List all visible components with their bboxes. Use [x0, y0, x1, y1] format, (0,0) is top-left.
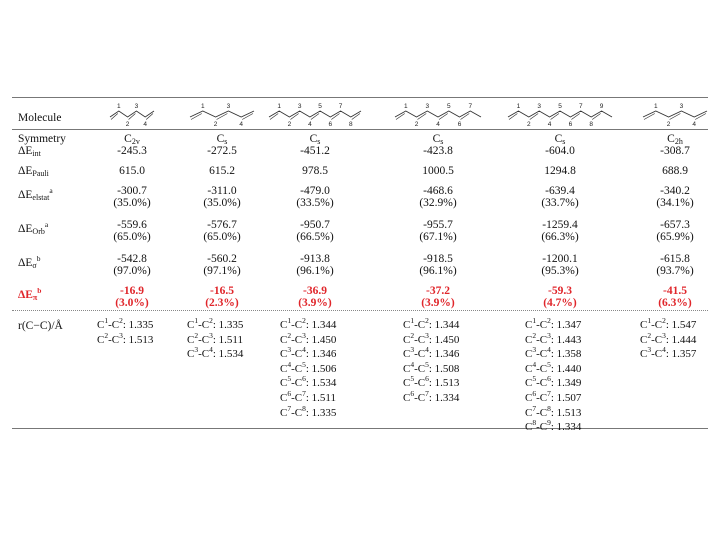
epi-value [97, 285, 167, 309]
epauli-value: 1294.8 [544, 165, 576, 177]
eint-value: -272.5 [207, 145, 237, 157]
bond-length-entry: $C^1-C^2$: 1.347 [525, 316, 582, 331]
bond-atom-a: 3 [410, 345, 415, 355]
bond-atom-a: 4 [532, 359, 537, 369]
epi-value [187, 285, 257, 309]
row-label-sup: b [36, 254, 41, 263]
bond-atom-b: 3 [119, 330, 123, 340]
molecule-structure-3 [266, 100, 364, 133]
bond-atom-b: 4 [425, 345, 429, 355]
bond-atom-a: 3 [647, 345, 652, 355]
bond-atom-b: 6 [547, 374, 551, 384]
bond-length-value: 1.443 [556, 333, 582, 346]
symmetry-base: C [124, 133, 132, 145]
symmetry-sub: 2h [674, 137, 683, 146]
atom-number: 5 [446, 103, 451, 110]
esigma-number: -913.8 [300, 253, 330, 265]
bond-length-value: 1.334 [556, 421, 582, 434]
bond-atom-a: 1 [410, 316, 415, 325]
bond-length-list [525, 316, 603, 433]
epi-value [280, 285, 350, 309]
eorb-number: -950.7 [300, 219, 330, 231]
row-label-sup: b [37, 286, 42, 295]
atom-number: 1 [654, 103, 658, 110]
epi-percent: (2.3%) [205, 297, 239, 309]
bond-length-entry: $C^5-C^6$: 1.513 [403, 374, 460, 390]
bond-length-value: 1.511 [311, 391, 336, 404]
esigma-percent: (96.1%) [419, 265, 457, 277]
bond-atom-b: 7 [425, 388, 429, 398]
atom-number: 5 [558, 103, 562, 110]
row-label-epi [18, 285, 41, 304]
eint-value: -423.8 [423, 145, 453, 157]
bond-length-entry: $C^8-C^9$: 1.334 [525, 418, 582, 434]
bond-length-entry: $C^2-C^3$: 1.513 [97, 330, 154, 346]
row-label-sub: σ [32, 261, 37, 270]
eint-value: -308.7 [660, 145, 690, 157]
atom-number: 1 [403, 103, 408, 110]
bond-length-entry: $C^1-C^2$: 1.335 [97, 316, 154, 331]
bond-atom-b: 3 [547, 330, 551, 340]
bond-atom-b: 4 [209, 345, 213, 355]
bond-atom-b: 3 [209, 330, 213, 340]
eorb-value [280, 219, 350, 243]
eorb-percent: (67.1%) [419, 231, 457, 243]
esigma-value [525, 253, 595, 277]
atom-number: 9 [599, 103, 604, 110]
bond-length-entry: $C^2-C^3$: 1.511 [187, 330, 243, 346]
epi-number: -16.9 [120, 285, 144, 297]
esigma-percent: (93.7%) [656, 265, 694, 277]
bond-atom-b: 3 [425, 330, 429, 340]
bond-atom-a: 2 [194, 330, 199, 340]
bond-length-value: 1.444 [671, 333, 697, 346]
bond-length-value: 1.450 [434, 333, 460, 346]
bond-length-list [640, 316, 718, 360]
row-label-bond: r(C−C)/Å [18, 320, 63, 332]
bond-length-list [280, 316, 358, 418]
row-label-prefix: ΔE [18, 257, 33, 269]
atom-number: 4 [436, 121, 440, 128]
bond-atom-a: 1 [104, 316, 109, 325]
atom-number: 2 [125, 121, 130, 128]
bond-length-entry: $C^1-C^2$: 1.344 [403, 316, 460, 331]
bond-length-entry: $C^5-C^6$: 1.349 [525, 374, 582, 390]
esigma-value [403, 253, 473, 277]
bond-length-value: 1.440 [556, 362, 582, 375]
epi-number: -59.3 [548, 285, 572, 297]
eelstat-value [97, 185, 167, 209]
eorb-value [525, 219, 595, 243]
eint-value: -245.3 [117, 145, 147, 157]
bond-length-list [403, 316, 481, 404]
bond-length-value: 1.511 [218, 333, 243, 346]
bond-length-entry: $C^2-C^3$: 1.444 [640, 330, 697, 346]
molecule-skeleton-2 [187, 100, 257, 128]
epauli-value: 978.5 [302, 165, 328, 177]
esigma-value [97, 253, 167, 277]
bond-atom-a: 7 [287, 403, 292, 413]
esigma-value [280, 253, 350, 277]
atom-number: 1 [516, 103, 521, 110]
atom-number: 1 [117, 103, 121, 110]
epauli-value: 1000.5 [422, 165, 454, 177]
bond-length-value: 1.335 [128, 319, 154, 331]
bond-length-entry: $C^5-C^6$: 1.534 [280, 374, 337, 390]
bond-length-value: 1.344 [434, 319, 460, 331]
bond-section-rule [12, 310, 708, 311]
atom-number: 3 [297, 103, 302, 110]
atom-number: 8 [348, 121, 353, 128]
symmetry-sub: s [440, 137, 444, 146]
bond-length-value: 1.506 [311, 362, 337, 375]
atom-number: 5 [318, 103, 322, 110]
bond-length-value: 1.513 [556, 406, 582, 419]
molecule-structure-5 [505, 100, 615, 133]
table-bottom-rule [12, 428, 708, 429]
epi-percent: (3.9%) [421, 297, 455, 309]
bond-length-value: 1.534 [311, 377, 337, 390]
eorb-value [97, 219, 167, 243]
eelstat-percent: (33.5%) [296, 197, 334, 209]
eelstat-number: -300.7 [117, 185, 147, 197]
table-top-rule [12, 97, 708, 98]
atom-number: 4 [308, 121, 312, 128]
row-label-symmetry: Symmetry [18, 133, 66, 145]
eelstat-number: -479.0 [300, 185, 330, 197]
bond-length-entry: $C^3-C^4$: 1.358 [525, 345, 582, 361]
bond-atom-b: 2 [209, 316, 213, 325]
bond-atom-a: 6 [532, 388, 537, 398]
atom-number: 3 [679, 103, 684, 110]
bond-atom-b: 8 [302, 403, 306, 413]
symmetry-base: C [216, 133, 225, 145]
atom-number: 4 [692, 121, 697, 128]
epi-percent: (3.9%) [298, 297, 332, 309]
row-label-sub: Orb [32, 227, 45, 236]
bond-atom-b: 5 [302, 359, 306, 369]
row-label-epauli [18, 165, 49, 180]
row-label-prefix: ΔE [18, 289, 33, 301]
molecule-structure-1 [107, 100, 157, 133]
bond-length-entry: $C^3-C^4$: 1.357 [640, 345, 697, 361]
row-label-eelstat [18, 185, 53, 204]
esigma-number: -615.8 [660, 253, 690, 265]
molecule-skeleton-3 [266, 100, 364, 128]
esigma-number: -560.2 [207, 253, 237, 265]
eelstat-percent: (33.7%) [541, 197, 579, 209]
bond-length-value: 1.508 [434, 362, 460, 375]
bond-atom-b: 6 [425, 374, 429, 384]
bond-atom-a: 6 [287, 388, 292, 398]
symmetry-sub: s [317, 137, 321, 146]
eint-value: -451.2 [300, 145, 330, 157]
row-label-prefix: ΔE [18, 165, 33, 177]
symmetry-base: C [554, 133, 563, 145]
eorb-number: -559.6 [117, 219, 147, 231]
bond-atom-a: 3 [194, 345, 199, 355]
eorb-value [640, 219, 710, 243]
bond-length-value: 1.358 [556, 348, 582, 361]
epi-number: -16.5 [210, 285, 234, 297]
bond-length-value: 1.349 [556, 377, 582, 390]
eorb-percent: (66.5%) [296, 231, 334, 243]
atom-number: 7 [338, 103, 343, 110]
bond-length-value: 1.507 [556, 391, 582, 404]
epi-percent: (4.7%) [543, 297, 577, 309]
bond-atom-b: 2 [119, 316, 123, 325]
esigma-percent: (96.1%) [296, 265, 334, 277]
eorb-value [403, 219, 473, 243]
bond-length-value: 1.513 [128, 333, 154, 346]
esigma-value [187, 253, 257, 277]
molecule-skeleton-5 [505, 100, 615, 128]
bond-atom-a: 1 [194, 316, 199, 325]
bond-length-entry: $C^3-C^4$: 1.346 [403, 345, 460, 361]
symmetry-sub: s [562, 137, 566, 146]
eelstat-percent: (35.0%) [113, 197, 151, 209]
bond-length-value: 1.334 [434, 391, 460, 404]
epauli-value: 615.0 [119, 165, 145, 177]
bond-length-entry: $C^7-C^8$: 1.513 [525, 403, 582, 419]
eorb-percent: (66.3%) [541, 231, 579, 243]
row-label-sub: π [32, 293, 38, 302]
bond-length-value: 1.450 [311, 333, 337, 346]
symmetry-base: C [667, 133, 675, 145]
eelstat-percent: (35.0%) [203, 197, 241, 209]
atom-number: 6 [568, 121, 573, 128]
esigma-number: -918.5 [423, 253, 453, 265]
atom-number: 8 [589, 121, 594, 128]
bond-length-entry: $C^6-C^7$: 1.511 [280, 388, 336, 404]
bond-atom-a: 4 [410, 359, 415, 369]
atom-number: 4 [547, 121, 552, 128]
eorb-percent: (65.9%) [656, 231, 694, 243]
row-label-sub: elstat [32, 193, 50, 202]
bond-atom-b: 6 [302, 374, 306, 384]
bond-length-value: 1.513 [434, 377, 460, 390]
bond-atom-a: 5 [410, 374, 415, 384]
atom-number: 7 [468, 103, 473, 110]
epi-number: -37.2 [426, 285, 450, 297]
molecule-structure-4 [392, 100, 484, 133]
bond-atom-a: 2 [532, 330, 537, 340]
row-label-eint [18, 145, 41, 160]
bond-length-value: 1.335 [311, 406, 337, 419]
eorb-number: -955.7 [423, 219, 453, 231]
eelstat-value [187, 185, 257, 209]
symmetry-base: C [432, 133, 441, 145]
eorb-number: -657.3 [660, 219, 690, 231]
bond-atom-a: 3 [532, 345, 537, 355]
bond-atom-a: 7 [532, 403, 537, 413]
row-label-sub: int [32, 149, 41, 158]
bond-atom-b: 3 [302, 330, 306, 340]
bond-atom-a: 5 [532, 374, 537, 384]
eorb-percent: (65.0%) [203, 231, 241, 243]
atom-number: 2 [527, 121, 531, 128]
symmetry-base: C [309, 133, 318, 145]
bond-length-entry: $C^4-C^5$: 1.508 [403, 359, 460, 375]
symmetry-sub: 2v [131, 137, 140, 146]
bond-atom-b: 7 [302, 388, 306, 398]
atom-number: 1 [201, 103, 205, 110]
bond-length-entry: $C^1-C^2$: 1.344 [280, 316, 337, 331]
bond-length-list [187, 316, 265, 360]
bond-length-entry: $C^3-C^4$: 1.346 [280, 345, 337, 361]
esigma-number: -1200.1 [542, 253, 578, 265]
bond-length-value: 1.346 [434, 348, 460, 361]
atom-number: 7 [579, 103, 583, 110]
bond-length-entry: $C^7-C^8$: 1.335 [280, 403, 337, 419]
esigma-percent: (97.1%) [203, 265, 241, 277]
esigma-value [640, 253, 710, 277]
bond-atom-b: 2 [662, 316, 666, 325]
epauli-value: 615.2 [209, 165, 235, 177]
symmetry-sub: s [224, 137, 228, 146]
bond-atom-b: 2 [302, 316, 306, 325]
epi-value [640, 285, 710, 309]
esigma-percent: (97.0%) [113, 265, 151, 277]
row-label-sub: Pauli [32, 169, 49, 178]
eelstat-number: -311.0 [207, 185, 237, 197]
atom-number: 3 [537, 103, 542, 110]
row-label-prefix: ΔE [18, 189, 33, 201]
epauli-value: 688.9 [662, 165, 688, 177]
molecule-skeleton-6 [640, 100, 710, 128]
bond-length-entry: $C^2-C^3$: 1.450 [403, 330, 460, 346]
atom-number: 2 [666, 121, 671, 128]
bond-atom-b: 2 [425, 316, 429, 325]
molecule-skeleton-4 [392, 100, 484, 128]
bond-atom-b: 4 [302, 345, 306, 355]
bond-length-entry: $C^3-C^4$: 1.534 [187, 345, 244, 361]
bond-atom-b: 3 [662, 330, 666, 340]
molecule-header: Molecule [18, 112, 62, 124]
bond-atom-a: 8 [532, 418, 537, 428]
epi-value [525, 285, 595, 309]
bond-atom-a: 1 [647, 316, 652, 325]
atom-number: 6 [328, 121, 333, 128]
bond-atom-a: 1 [287, 316, 292, 325]
esigma-number: -542.8 [117, 253, 147, 265]
bond-atom-b: 2 [547, 316, 551, 325]
epi-number: -41.5 [663, 285, 687, 297]
bond-atom-a: 6 [410, 388, 415, 398]
molecule-skeleton-1 [107, 100, 157, 128]
bond-length-entry: $C^4-C^5$: 1.440 [525, 359, 582, 375]
eorb-number: -1259.4 [542, 219, 578, 231]
eelstat-value [403, 185, 473, 209]
molecule-structure-2 [187, 100, 257, 133]
eelstat-value [525, 185, 595, 209]
bond-atom-a: 2 [410, 330, 415, 340]
bond-length-value: 1.344 [311, 319, 337, 331]
bond-atom-a: 2 [104, 330, 109, 340]
row-label-prefix: ΔE [18, 223, 33, 235]
row-label-eorb [18, 219, 48, 238]
bond-atom-a: 1 [532, 316, 537, 325]
bond-length-value: 1.534 [218, 348, 244, 361]
epi-value [403, 285, 473, 309]
eorb-percent: (65.0%) [113, 231, 151, 243]
bond-length-entry: $C^6-C^7$: 1.334 [403, 388, 460, 404]
bond-atom-b: 4 [547, 345, 551, 355]
epi-percent: (6.3%) [658, 297, 692, 309]
bond-length-value: 1.346 [311, 348, 337, 361]
bond-atom-a: 5 [287, 374, 292, 384]
row-label-prefix: ΔE [18, 145, 33, 157]
atom-number: 1 [277, 103, 282, 110]
atom-number: 3 [425, 103, 430, 110]
bond-length-entry: $C^6-C^7$: 1.507 [525, 388, 582, 404]
bond-length-value: 1.347 [556, 319, 582, 331]
eelstat-number: -639.4 [545, 185, 575, 197]
bond-length-value: 1.357 [671, 348, 697, 361]
row-label-esigma [18, 253, 40, 272]
bond-atom-b: 4 [662, 345, 666, 355]
bond-length-value: 1.335 [218, 319, 244, 331]
bond-length-value: 1.547 [671, 319, 697, 331]
eorb-value [187, 219, 257, 243]
atom-number: 2 [287, 121, 292, 128]
eelstat-value [640, 185, 710, 209]
eelstat-number: -340.2 [660, 185, 690, 197]
bond-length-list [97, 316, 175, 345]
bond-length-entry: $C^1-C^2$: 1.335 [187, 316, 244, 331]
bond-atom-a: 4 [287, 359, 292, 369]
eint-value: -604.0 [545, 145, 575, 157]
eelstat-number: -468.6 [423, 185, 453, 197]
bond-atom-a: 3 [287, 345, 292, 355]
eelstat-percent: (32.9%) [419, 197, 457, 209]
atom-number: 3 [226, 103, 231, 110]
molecule-structure-6 [640, 100, 710, 133]
atom-number: 4 [143, 121, 148, 128]
bond-atom-b: 7 [547, 388, 551, 398]
bond-length-entry: $C^2-C^3$: 1.450 [280, 330, 337, 346]
eorb-number: -576.7 [207, 219, 237, 231]
row-label-sup: a [49, 186, 53, 195]
atom-number: 2 [213, 121, 218, 128]
eelstat-value [280, 185, 350, 209]
bond-atom-b: 8 [547, 403, 551, 413]
bond-atom-b: 5 [425, 359, 429, 369]
bond-atom-b: 9 [547, 418, 551, 428]
bond-length-entry: $C^4-C^5$: 1.506 [280, 359, 337, 375]
atom-number: 4 [239, 121, 244, 128]
atom-number: 3 [134, 103, 139, 110]
eelstat-percent: (34.1%) [656, 197, 694, 209]
row-label-sup: a [44, 220, 49, 229]
bond-atom-b: 5 [547, 359, 551, 369]
atom-number: 2 [414, 121, 419, 128]
bond-length-entry: $C^1-C^2$: 1.547 [640, 316, 697, 331]
epi-percent: (3.0%) [115, 297, 149, 309]
atom-number: 6 [457, 121, 462, 128]
bond-atom-a: 2 [647, 330, 652, 340]
bond-atom-a: 2 [287, 330, 292, 340]
epi-number: -36.9 [303, 285, 327, 297]
bond-length-entry: $C^2-C^3$: 1.443 [525, 330, 582, 346]
esigma-percent: (95.3%) [541, 265, 579, 277]
